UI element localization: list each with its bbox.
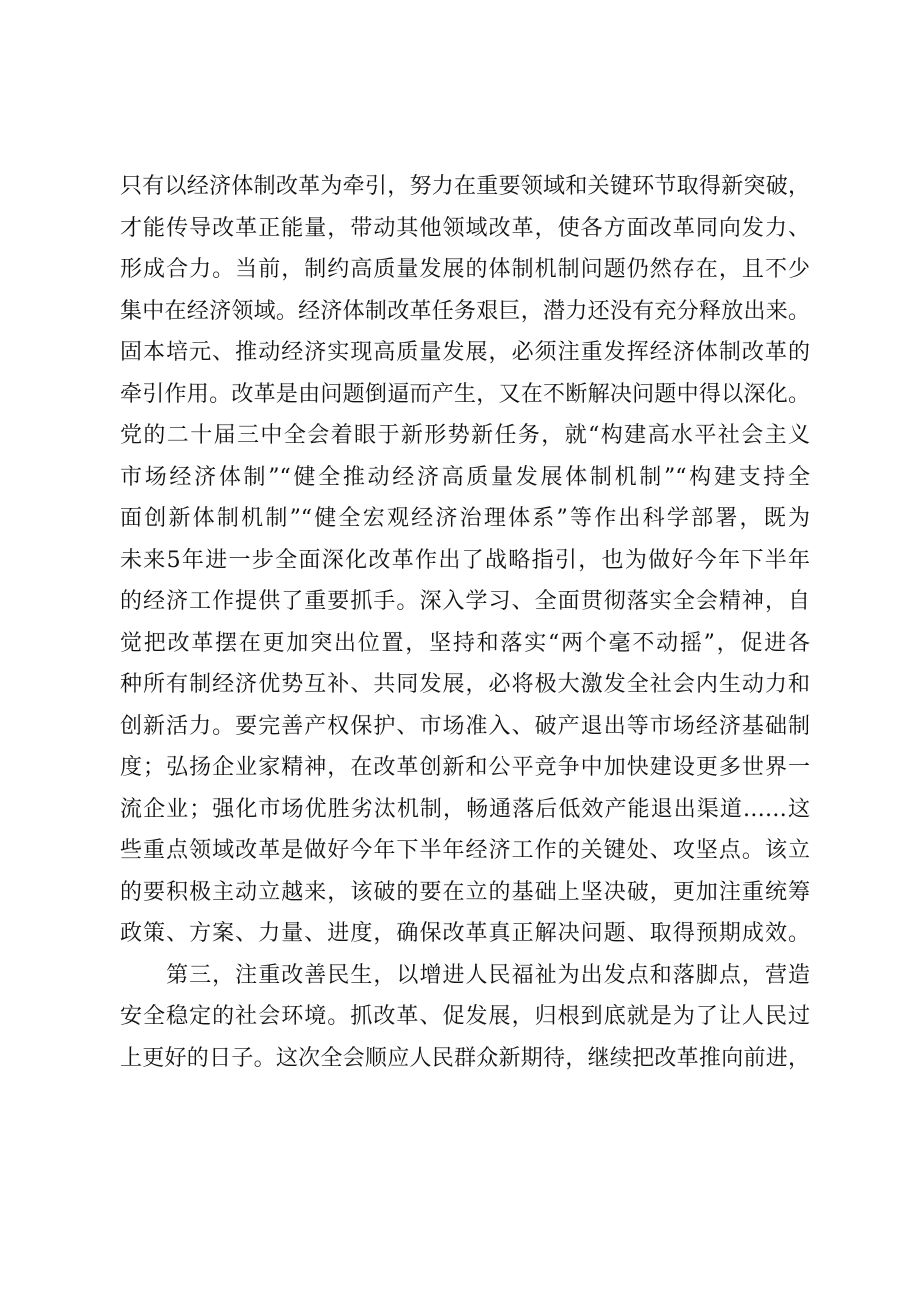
text-line: 未来5年进一步全面深化改革作出了战略指引，也为做好今年下半年 [120,547,810,573]
text-line: 市场经济体制”“健全推动经济高质量发展体制机制”“构建支持全 [120,464,810,490]
paragraph-start-line: 第三，注重改善民生，以增进人民福祉为出发点和落脚点，营造 [120,962,810,988]
text-line: 上更好的日子。这次全会顺应人民群众新期待，继续把改革推向前进， [120,1045,810,1071]
text-line: 固本培元、推动经济实现高质量发展，必须注重发挥经济体制改革的 [120,340,810,365]
text-line: 的经济工作提供了重要抓手。深入学习、全面贯彻落实全会精神，自 [120,589,810,614]
text-line: 创新活力。要完善产权保护、市场准入、破产退出等市场经济基础制 [120,713,810,739]
text-line: 的要积极主动立越来，该破的要在立的基础上坚决破，更加注重统筹 [120,879,810,905]
text-line: 些重点领域改革是做好今年下半年经济工作的关键处、攻坚点。该立 [120,838,810,863]
text-line: 只有以经济体制改革为牵引，努力在重要领域和关键环节取得新突破， [120,174,810,199]
body-text [120,166,810,1079]
text-line: 度；弘扬企业家精神，在改革创新和公平竞争中加快建设更多世界一 [120,755,810,780]
text-line: 政策、方案、力量、进度，确保改革真正解决问题、取得预期成效。 [120,921,810,946]
text-line: 形成合力。当前，制约高质量发展的体制机制问题仍然存在，且不少 [120,257,810,282]
text-line: 安全稳定的社会环境。抓改革、促发展，归根到底就是为了让人民过 [120,1004,810,1029]
text-line: 种所有制经济优势互补、共同发展，必将极大激发全社会内生动力和 [120,672,810,697]
text-line: 才能传导改革正能量，带动其他领域改革，使各方面改革同向发力、 [120,215,810,241]
text-line: 党的二十届三中全会着眼于新形势新任务，就“构建高水平社会主义 [120,423,810,448]
text-line: 集中在经济领域。经济体制改革任务艰巨，潜力还没有充分释放出来。 [120,298,810,324]
text-line: 面创新体制机制”“健全宏观经济治理体系”等作出科学部署，既为 [120,506,810,531]
text-line: 牵引作用。改革是由问题倒逼而产生，又在不断解决问题中得以深化。 [120,381,810,407]
text-line: 流企业；强化市场优胜劣汰机制，畅通落后低效产能退出渠道……这 [120,796,810,822]
text-line: 觉把改革摆在更加突出位置，坚持和落实“两个毫不动摇”，促进各 [120,630,810,656]
